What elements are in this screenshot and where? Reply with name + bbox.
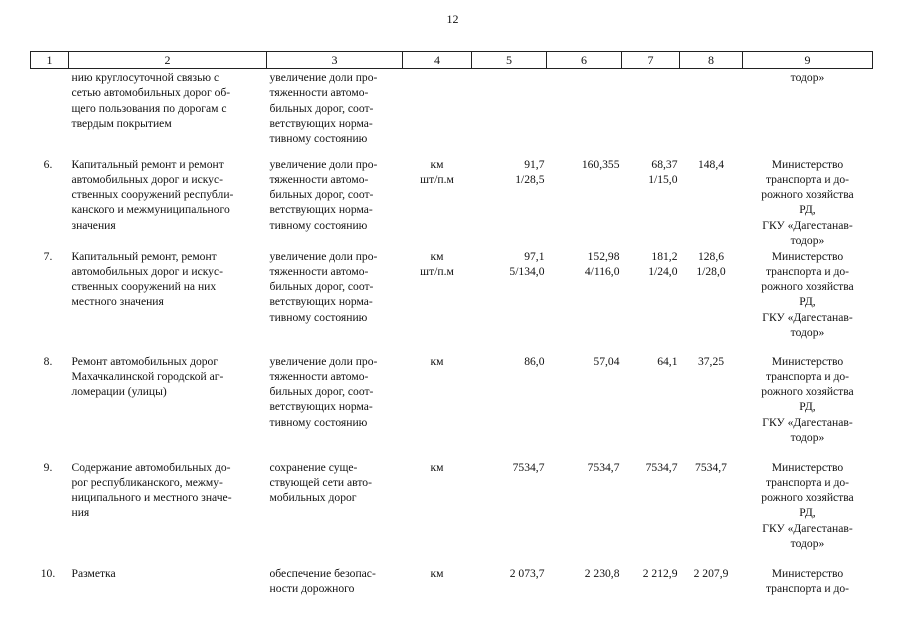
value-col5: 97,1 5/134,0	[509, 249, 545, 278]
activity-name: Ремонт автомобильных дорог Махачкалинской городской аг- ломерации (улицы)	[71, 354, 224, 399]
unit: км	[430, 566, 444, 580]
value-col7	[622, 69, 680, 157]
unit: км шт/п.м	[420, 157, 454, 186]
column-number: 2	[69, 52, 267, 69]
value-col8: 7534,7	[695, 460, 727, 474]
column-number: 7	[622, 52, 680, 69]
responsible: Министерство транспорта и до- рожного хозяйства РД, ГКУ «Дагестанав- тодор»	[761, 249, 854, 339]
row-number: 6.	[43, 157, 53, 171]
unit: км	[430, 460, 444, 474]
row-number: 10.	[40, 566, 56, 580]
responsible: Министерство транспорта и до-	[765, 566, 850, 595]
column-number: 3	[267, 52, 403, 69]
value-col7: 64,1	[657, 354, 678, 368]
value-col5: 2 073,7	[509, 566, 545, 580]
activity-name: Разметка	[71, 566, 116, 580]
responsible: тодор»	[790, 71, 825, 84]
expected-result: увеличение доли про- тяженности автомо- бильных дорог, соот- ветствующих норма- тивному состоянию	[269, 157, 378, 232]
activity-name: Капитальный ремонт и ремонт автомобильных дорог и искус- ственных сооружений республи- канского и межмуниципального значения	[71, 157, 234, 232]
value-col8: 148,4	[697, 157, 725, 171]
responsible: Министерство транспорта и до- рожного хозяйства РД, ГКУ «Дагестанав- тодор»	[761, 460, 854, 550]
column-number: 5	[472, 52, 547, 69]
value-col6: 160,355	[581, 157, 620, 171]
expected-result: увеличение доли про- тяженности автомо- бильных дорог, соот- ветствующих норма- тивному состоянию	[269, 71, 378, 146]
value-col6	[547, 69, 622, 157]
column-number-row	[31, 52, 873, 69]
table-row	[31, 69, 873, 157]
column-number: 9	[743, 52, 873, 69]
value-col6: 152,98 4/116,0	[584, 249, 620, 278]
table-row	[31, 249, 873, 354]
value-col5: 86,0	[524, 354, 545, 368]
column-number: 4	[403, 52, 472, 69]
value-col8: 2 207,9	[693, 566, 729, 580]
activity-name: Содержание автомобильных до- рог республиканского, межму- ниципального и местного значе- ния	[71, 460, 232, 520]
responsible: Министерство транспорта и до- рожного хозяйства РД, ГКУ «Дагестанав- тодор»	[761, 354, 854, 444]
unit	[403, 69, 472, 157]
row-number: 9.	[43, 460, 53, 474]
row-number: 7.	[43, 249, 53, 263]
program-table	[30, 51, 873, 606]
expected-result: увеличение доли про- тяженности автомо- бильных дорог, соот- ветствующих норма- тивному состоянию	[269, 354, 378, 429]
value-col5: 91,7 1/28,5	[515, 157, 545, 186]
value-col5: 7534,7	[512, 460, 545, 474]
expected-result: увеличение доли про- тяженности автомо- бильных дорог, соот- ветствующих норма- тивному состоянию	[269, 249, 378, 324]
row-number: 8.	[43, 354, 53, 368]
row-number	[31, 69, 69, 157]
table-row	[31, 157, 873, 249]
value-col6: 57,04	[593, 354, 620, 368]
value-col8	[680, 69, 743, 157]
value-col6: 2 230,8	[584, 566, 620, 580]
expected-result: обеспечение безопас- ности дорожного	[269, 566, 376, 595]
column-number: 1	[31, 52, 69, 69]
unit: км шт/п.м	[420, 249, 454, 278]
value-col7: 2 212,9	[642, 566, 678, 580]
value-col8: 128,6 1/28,0	[696, 249, 726, 278]
value-col6: 7534,7	[587, 460, 620, 474]
activity-name: Капитальный ремонт, ремонт автомобильных дорог и искус- ственных сооружений на них местного значения	[71, 249, 223, 309]
value-col8: 37,25	[697, 354, 725, 368]
value-col7: 68,37 1/15,0	[648, 157, 678, 186]
value-col7: 181,2 1/24,0	[648, 249, 678, 278]
value-col7: 7534,7	[645, 460, 678, 474]
activity-name: нию круглосуточной связью с сетью автомобильных дорог об- щего пользования по дорогам с твердым покрытием	[71, 71, 231, 130]
responsible: Министерство транспорта и до- рожного хозяйства РД, ГКУ «Дагестанав- тодор»	[761, 157, 854, 247]
column-number: 8	[680, 52, 743, 69]
unit: км	[430, 354, 444, 368]
expected-result: сохранение суще- ствующей сети авто- мобильных дорог	[269, 460, 372, 505]
table-row	[31, 566, 873, 606]
value-col5	[472, 69, 547, 157]
page-number: 12	[446, 12, 459, 26]
table-row	[31, 354, 873, 460]
table-row	[31, 460, 873, 566]
column-number: 6	[547, 52, 622, 69]
